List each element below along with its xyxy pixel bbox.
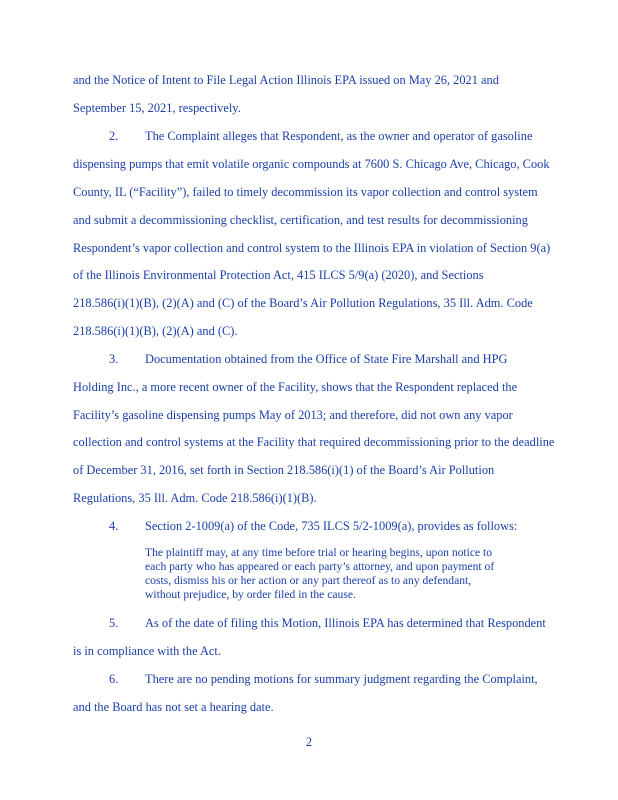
paragraph-number: 2.	[109, 129, 119, 143]
body-text-line: and the Notice of Intent to File Legal Action Illinois EPA issued on May 26, 2021 and	[73, 73, 499, 87]
body-text-line: is in compliance with the Act.	[73, 644, 221, 658]
body-text-line: The Complaint alleges that Respondent, as the owner and operator of gasoline	[145, 129, 533, 143]
body-text-line: of December 31, 2016, set forth in Section 218.586(i)(1) of the Board’s Air Pollution	[73, 463, 495, 477]
paragraph-number: 6.	[109, 672, 119, 686]
body-text-line: Documentation obtained from the Office of State Fire Marshall and HPG	[145, 352, 508, 366]
body-text-line: Respondent’s vapor collection and control system to the Illinois EPA in violation of Section 9(a)	[73, 241, 551, 255]
body-text-line: and submit a decommissioning checklist, certification, and test results for decommissioning	[73, 213, 528, 227]
block-quote-line: costs, dismiss his or her action or any part thereof as to any defendant,	[145, 574, 472, 587]
body-text-line: Holding Inc., a more recent owner of the Facility, shows that the Respondent replaced the	[73, 380, 518, 394]
body-text-line: County, IL (“Facility”), failed to timely decommission its vapor collection and control system	[73, 185, 538, 199]
block-quote-line: each party who has appeared or each party’s attorney, and upon payment of	[145, 560, 495, 573]
body-text-line: dispensing pumps that emit volatile organic compounds at 7600 S. Chicago Ave, Chicago, Cook	[73, 157, 550, 171]
block-quote-line: without prejudice, by order filed in the cause.	[145, 588, 356, 601]
page-number: 2	[305, 735, 313, 749]
body-text-line: Section 2-1009(a) of the Code, 735 ILCS 5/2-1009(a), provides as follows:	[145, 519, 518, 533]
body-text-line: September 15, 2021, respectively.	[73, 101, 241, 115]
body-text-line: of the Illinois Environmental Protection Act, 415 ILCS 5/9(a) (2020), and Sections	[73, 268, 484, 282]
block-quote-line: The plaintiff may, at any time before trial or hearing begins, upon notice to	[145, 546, 493, 559]
body-text-line: There are no pending motions for summary judgment regarding the Complaint,	[145, 672, 538, 686]
paragraph-number: 5.	[109, 616, 119, 630]
body-text-line: Facility’s gasoline dispensing pumps May of 2013; and therefore, did not own any vapor	[73, 408, 513, 422]
body-text-line: Regulations, 35 Ill. Adm. Code 218.586(i)(1)(B).	[73, 491, 317, 505]
paragraph-number: 4.	[109, 519, 119, 533]
paragraph-number: 3.	[109, 352, 119, 366]
body-text-line: As of the date of filing this Motion, Illinois EPA has determined that Respondent	[145, 616, 546, 630]
body-text-line: 218.586(i)(1)(B), (2)(A) and (C) of the Board’s Air Pollution Regulations, 35 Ill. Adm. Code	[73, 296, 533, 310]
body-text-line: collection and control systems at the Facility that required decommissioning prior to the deadline	[73, 435, 555, 449]
body-text-line: 218.586(i)(1)(B), (2)(A) and (C).	[73, 324, 238, 338]
body-text-line: and the Board has not set a hearing date.	[73, 700, 274, 714]
